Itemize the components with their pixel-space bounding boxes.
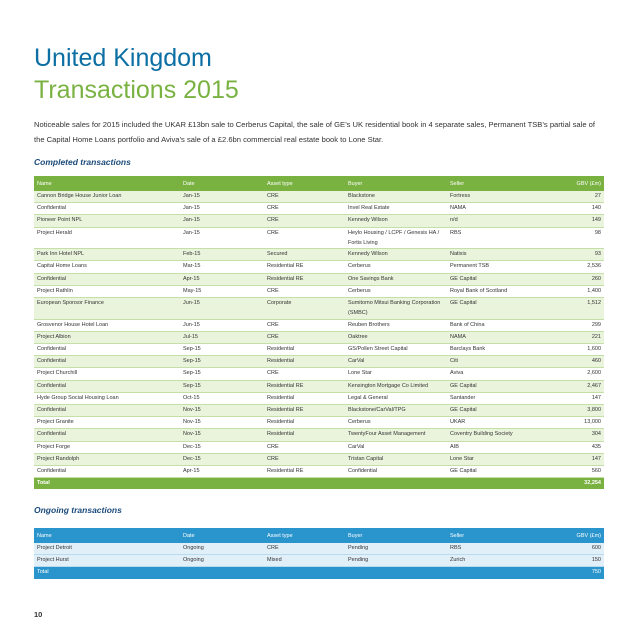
column-header-buyer: Buyer bbox=[345, 528, 447, 543]
column-header-seller: Seller bbox=[447, 528, 548, 543]
cell-date: Ongoing bbox=[180, 543, 264, 555]
table-row bbox=[34, 453, 604, 465]
total-label: Total bbox=[34, 478, 180, 490]
table-row bbox=[34, 417, 604, 429]
table-row bbox=[34, 344, 604, 356]
page-title-line-1: United Kingdom bbox=[34, 44, 212, 72]
cell-gbv: 299 bbox=[548, 319, 604, 331]
cell-gbv: 2,536 bbox=[548, 261, 604, 273]
cell-name: Confidential bbox=[34, 466, 180, 478]
cell-name: Confidential bbox=[34, 429, 180, 441]
cell-buyer: Sumitomo Mitsui Banking Corporation (SMBC) bbox=[345, 298, 447, 320]
cell-buyer: Tristan Capital bbox=[345, 453, 447, 465]
total-value: 32,254 bbox=[548, 478, 604, 490]
cell-seller: GE Capital bbox=[447, 298, 548, 320]
cell-date: May-15 bbox=[180, 285, 264, 297]
cell-buyer: Kensington Mortgage Co Limited bbox=[345, 380, 447, 392]
table-row bbox=[34, 298, 604, 320]
cell-gbv: 221 bbox=[548, 331, 604, 343]
total-spacer-cell bbox=[447, 478, 548, 490]
cell-name: Capital Home Loans bbox=[34, 261, 180, 273]
cell-asset-type: CRE bbox=[264, 368, 345, 380]
cell-seller: Bank of China bbox=[447, 319, 548, 331]
cell-buyer: Cerberus bbox=[345, 285, 447, 297]
cell-seller: Permanent TSB bbox=[447, 261, 548, 273]
table-row bbox=[34, 285, 604, 297]
cell-buyer: CarVal bbox=[345, 441, 447, 453]
cell-date: Apr-15 bbox=[180, 466, 264, 478]
cell-asset-type: Residential bbox=[264, 344, 345, 356]
cell-seller: Coventry Building Society bbox=[447, 429, 548, 441]
cell-buyer: Kennedy Wilson bbox=[345, 249, 447, 261]
cell-asset-type: Residential bbox=[264, 417, 345, 429]
cell-buyer: Heylo Housing / LCPF / Genesis HA / Fortis Living bbox=[345, 227, 447, 249]
cell-asset-type: CRE bbox=[264, 319, 345, 331]
column-header-asset-type: Asset type bbox=[264, 528, 345, 543]
cell-date: Sep-15 bbox=[180, 344, 264, 356]
cell-date: Sep-15 bbox=[180, 380, 264, 392]
cell-buyer: Lone Star bbox=[345, 368, 447, 380]
table-row bbox=[34, 203, 604, 215]
cell-date: Nov-15 bbox=[180, 429, 264, 441]
cell-gbv: 150 bbox=[548, 555, 604, 567]
cell-buyer: Kennedy Wilson bbox=[345, 215, 447, 227]
cell-name: Cannon Bridge House Junior Loan bbox=[34, 191, 180, 203]
cell-name: Project Churchill bbox=[34, 368, 180, 380]
cell-asset-type: CRE bbox=[264, 215, 345, 227]
cell-date: Jun-15 bbox=[180, 319, 264, 331]
cell-seller: Aviva bbox=[447, 368, 548, 380]
cell-date: Jun-15 bbox=[180, 298, 264, 320]
cell-name: Project Albion bbox=[34, 331, 180, 343]
cell-seller: NAMA bbox=[447, 331, 548, 343]
column-header-date: Date bbox=[180, 176, 264, 191]
cell-buyer: Invel Real Estate bbox=[345, 203, 447, 215]
cell-buyer: Blackstone/CarVal/TPG bbox=[345, 405, 447, 417]
cell-gbv: 2,467 bbox=[548, 380, 604, 392]
cell-asset-type: CRE bbox=[264, 227, 345, 249]
cell-date: Jan-15 bbox=[180, 191, 264, 203]
cell-date: Nov-15 bbox=[180, 417, 264, 429]
column-header-gbv: GBV (£m) bbox=[548, 176, 604, 191]
cell-seller: Citi bbox=[447, 356, 548, 368]
cell-gbv: 147 bbox=[548, 392, 604, 404]
page-title-line-2: Transactions 2015 bbox=[34, 76, 239, 104]
cell-asset-type: Residential bbox=[264, 356, 345, 368]
cell-asset-type: Residential RE bbox=[264, 273, 345, 285]
total-label: Total bbox=[34, 567, 180, 579]
cell-name: Project Detroit bbox=[34, 543, 180, 555]
table-row bbox=[34, 331, 604, 343]
table-row bbox=[34, 392, 604, 404]
cell-seller: UKAR bbox=[447, 417, 548, 429]
cell-seller: Royal Bank of Scotland bbox=[447, 285, 548, 297]
completed-transactions-table bbox=[34, 176, 604, 489]
ongoing-transactions-heading: Ongoing transactions bbox=[34, 505, 122, 515]
cell-buyer: Pending bbox=[345, 555, 447, 567]
cell-seller: GE Capital bbox=[447, 466, 548, 478]
cell-name: Park Inn Hotel NPL bbox=[34, 249, 180, 261]
cell-buyer: One Savings Bank bbox=[345, 273, 447, 285]
table-row bbox=[34, 405, 604, 417]
cell-buyer: Pending bbox=[345, 543, 447, 555]
total-row bbox=[34, 567, 604, 579]
cell-asset-type: CRE bbox=[264, 191, 345, 203]
cell-asset-type: CRE bbox=[264, 453, 345, 465]
cell-name: Confidential bbox=[34, 356, 180, 368]
cell-date: Ongoing bbox=[180, 555, 264, 567]
cell-asset-type: CRE bbox=[264, 543, 345, 555]
cell-name: Project Randolph bbox=[34, 453, 180, 465]
cell-asset-type: Secured bbox=[264, 249, 345, 261]
total-spacer-cell bbox=[180, 478, 264, 490]
cell-asset-type: Residential bbox=[264, 429, 345, 441]
cell-seller: GE Capital bbox=[447, 380, 548, 392]
cell-asset-type: CRE bbox=[264, 331, 345, 343]
cell-asset-type: Residential bbox=[264, 392, 345, 404]
cell-gbv: 1,512 bbox=[548, 298, 604, 320]
table-row bbox=[34, 429, 604, 441]
table-row bbox=[34, 319, 604, 331]
cell-asset-type: CRE bbox=[264, 285, 345, 297]
cell-name: Project Herald bbox=[34, 227, 180, 249]
cell-asset-type: Mixed bbox=[264, 555, 345, 567]
intro-paragraph: Noticeable sales for 2015 included the UKAR £13bn sale to Cerberus Capital, the sale of GE’s UK residential book in 4 separate sales, Permanent TSB’s partial sale of the Capital Home Loans portfolio and Aviva’s sale of a £2.6bn commercial real estate book to Lone Star. bbox=[34, 120, 595, 144]
column-header-name: Name bbox=[34, 176, 180, 191]
cell-seller: Natixis bbox=[447, 249, 548, 261]
cell-date: Sep-15 bbox=[180, 356, 264, 368]
cell-gbv: 2,600 bbox=[548, 368, 604, 380]
column-header-buyer: Buyer bbox=[345, 176, 447, 191]
table-row bbox=[34, 368, 604, 380]
cell-gbv: 140 bbox=[548, 203, 604, 215]
total-row bbox=[34, 478, 604, 490]
cell-name: Project Forge bbox=[34, 441, 180, 453]
cell-asset-type: Residential RE bbox=[264, 261, 345, 273]
cell-date: Dec-15 bbox=[180, 453, 264, 465]
cell-seller: AIB bbox=[447, 441, 548, 453]
column-header-date: Date bbox=[180, 528, 264, 543]
cell-date: Sep-15 bbox=[180, 368, 264, 380]
cell-gbv: 460 bbox=[548, 356, 604, 368]
cell-name: Project Rathlin bbox=[34, 285, 180, 297]
cell-asset-type: Residential RE bbox=[264, 380, 345, 392]
cell-asset-type: CRE bbox=[264, 203, 345, 215]
cell-buyer: CarVal bbox=[345, 356, 447, 368]
column-header-name: Name bbox=[34, 528, 180, 543]
cell-buyer: Cerberus bbox=[345, 261, 447, 273]
total-spacer-cell bbox=[264, 478, 345, 490]
cell-gbv: 149 bbox=[548, 215, 604, 227]
cell-gbv: 93 bbox=[548, 249, 604, 261]
cell-gbv: 13,000 bbox=[548, 417, 604, 429]
cell-buyer: Cerberus bbox=[345, 417, 447, 429]
cell-buyer: GS/Pollen Street Capital bbox=[345, 344, 447, 356]
cell-seller: Fortress bbox=[447, 191, 548, 203]
cell-name: Confidential bbox=[34, 405, 180, 417]
cell-seller: Barclays Bank bbox=[447, 344, 548, 356]
cell-asset-type: Corporate bbox=[264, 298, 345, 320]
table-row bbox=[34, 215, 604, 227]
cell-buyer: TwentyFour Asset Management bbox=[345, 429, 447, 441]
cell-date: Feb-15 bbox=[180, 249, 264, 261]
cell-gbv: 27 bbox=[548, 191, 604, 203]
table-row bbox=[34, 356, 604, 368]
cell-gbv: 435 bbox=[548, 441, 604, 453]
cell-name: Pioneer Point NPL bbox=[34, 215, 180, 227]
cell-seller: GE Capital bbox=[447, 273, 548, 285]
cell-name: Hyde Group Social Housing Loan bbox=[34, 392, 180, 404]
ongoing-transactions-table bbox=[34, 528, 604, 579]
cell-date: Mar-15 bbox=[180, 261, 264, 273]
cell-date: Apr-15 bbox=[180, 273, 264, 285]
cell-asset-type: Residential RE bbox=[264, 405, 345, 417]
cell-buyer: Reuben Brothers bbox=[345, 319, 447, 331]
table-row bbox=[34, 261, 604, 273]
total-spacer-cell bbox=[447, 567, 548, 579]
table-row bbox=[34, 380, 604, 392]
cell-seller: Santander bbox=[447, 392, 548, 404]
cell-seller: NAMA bbox=[447, 203, 548, 215]
table-row bbox=[34, 555, 604, 567]
cell-asset-type: Residential RE bbox=[264, 466, 345, 478]
cell-gbv: 1,400 bbox=[548, 285, 604, 297]
column-header-gbv: GBV (£m) bbox=[548, 528, 604, 543]
cell-date: Jan-15 bbox=[180, 227, 264, 249]
cell-date: Jul-15 bbox=[180, 331, 264, 343]
cell-name: Confidential bbox=[34, 344, 180, 356]
table-header-row bbox=[34, 528, 604, 543]
cell-date: Dec-15 bbox=[180, 441, 264, 453]
cell-seller: n/d bbox=[447, 215, 548, 227]
table-row bbox=[34, 441, 604, 453]
cell-gbv: 304 bbox=[548, 429, 604, 441]
cell-name: Confidential bbox=[34, 380, 180, 392]
cell-seller: GE Capital bbox=[447, 405, 548, 417]
total-spacer-cell bbox=[180, 567, 264, 579]
cell-seller: Zurich bbox=[447, 555, 548, 567]
cell-name: Grosvenor House Hotel Loan bbox=[34, 319, 180, 331]
table-row bbox=[34, 466, 604, 478]
cell-gbv: 3,800 bbox=[548, 405, 604, 417]
cell-name: Project Hurst bbox=[34, 555, 180, 567]
cell-gbv: 600 bbox=[548, 543, 604, 555]
cell-gbv: 1,600 bbox=[548, 344, 604, 356]
completed-transactions-heading: Completed transactions bbox=[34, 157, 131, 167]
total-spacer-cell bbox=[264, 567, 345, 579]
cell-gbv: 98 bbox=[548, 227, 604, 249]
cell-name: Confidential bbox=[34, 273, 180, 285]
cell-gbv: 147 bbox=[548, 453, 604, 465]
cell-date: Nov-15 bbox=[180, 405, 264, 417]
cell-name: Project Granite bbox=[34, 417, 180, 429]
cell-date: Oct-15 bbox=[180, 392, 264, 404]
cell-buyer: Oaktree bbox=[345, 331, 447, 343]
cell-buyer: Blackstone bbox=[345, 191, 447, 203]
total-spacer-cell bbox=[345, 478, 447, 490]
cell-buyer: Confidential bbox=[345, 466, 447, 478]
cell-gbv: 260 bbox=[548, 273, 604, 285]
total-spacer-cell bbox=[345, 567, 447, 579]
table-row bbox=[34, 543, 604, 555]
cell-seller: Lone Star bbox=[447, 453, 548, 465]
cell-buyer: Legal & General bbox=[345, 392, 447, 404]
page-number: 10 bbox=[34, 610, 43, 619]
cell-seller: RBS bbox=[447, 543, 548, 555]
table-row bbox=[34, 191, 604, 203]
cell-seller: RBS bbox=[447, 227, 548, 249]
column-header-seller: Seller bbox=[447, 176, 548, 191]
cell-gbv: 560 bbox=[548, 466, 604, 478]
cell-date: Jan-15 bbox=[180, 215, 264, 227]
cell-date: Jan-15 bbox=[180, 203, 264, 215]
cell-name: European Sponsor Finance bbox=[34, 298, 180, 320]
table-row bbox=[34, 273, 604, 285]
table-row bbox=[34, 227, 604, 249]
cell-asset-type: CRE bbox=[264, 441, 345, 453]
table-row bbox=[34, 249, 604, 261]
column-header-asset-type: Asset type bbox=[264, 176, 345, 191]
cell-name: Confidential bbox=[34, 203, 180, 215]
table-header-row bbox=[34, 176, 604, 191]
total-value: 750 bbox=[548, 567, 604, 579]
